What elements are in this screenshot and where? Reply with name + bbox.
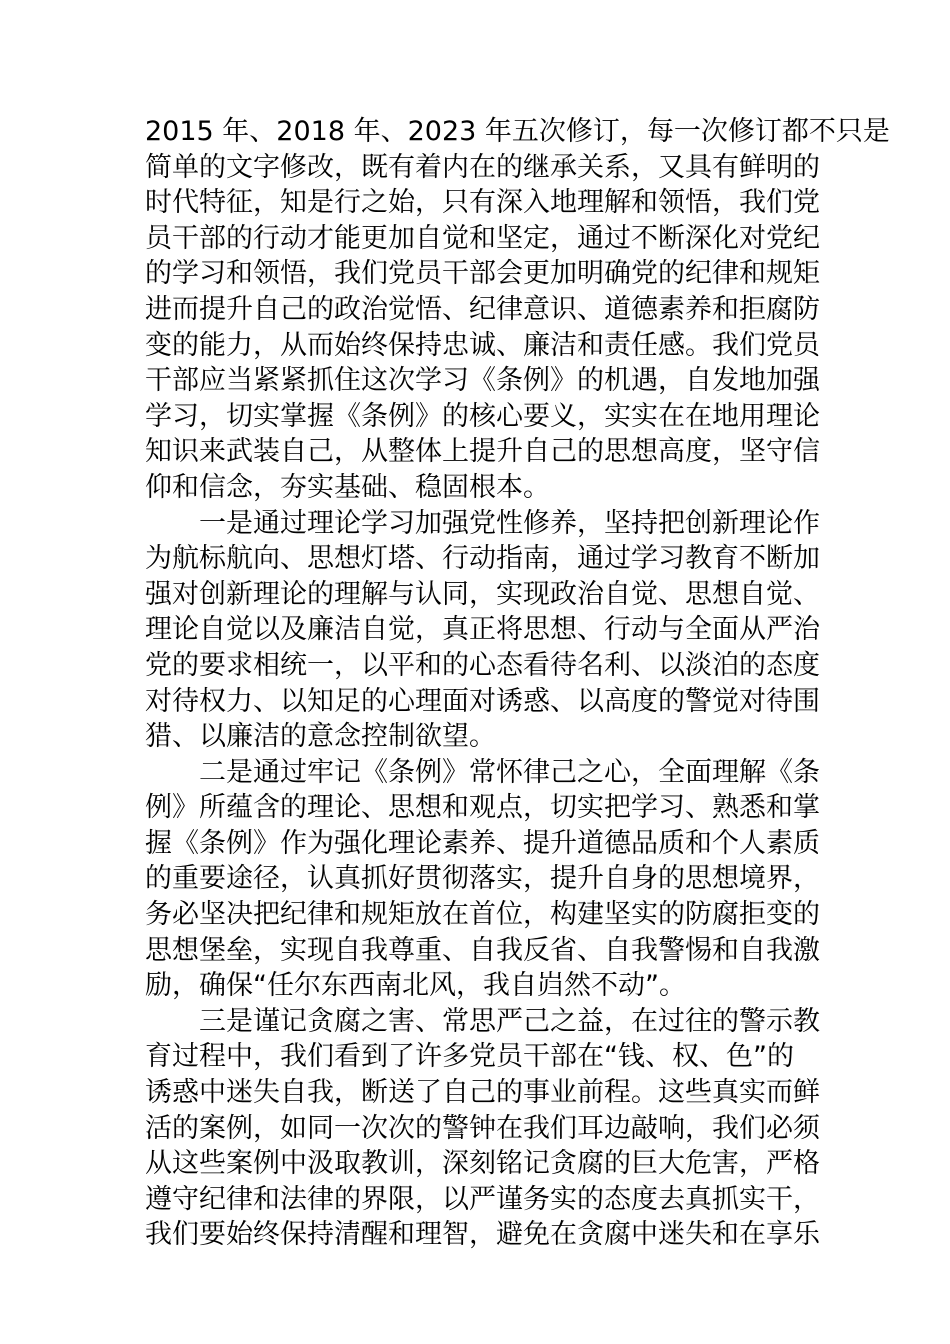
text-line: 学习，切实掌握《条例》的核心要义，实实在在地用理论 <box>145 400 820 432</box>
text-line: 仰和信念，夯实基础、稳固根本。 <box>145 471 550 503</box>
text-line: 对待权力、以知足的心理面对诱惑、以高度的警觉对待围 <box>145 685 820 717</box>
text-line: 干部应当紧紧抓住这次学习《条例》的机遇，自发地加强 <box>145 365 820 397</box>
text-line: 我们要始终保持清醒和理智，避免在贪腐中迷失和在享乐 <box>145 1219 820 1251</box>
text-line: 2015 年、2018 年、2023 年五次修订，每一次修订都不只是 <box>145 116 890 147</box>
text-line: 从这些案例中汲取教训，深刻铭记贪腐的巨大危害，严格 <box>145 1148 820 1180</box>
text-line: 为航标航向、思想灯塔、行动指南，通过学习教育不断加 <box>145 543 820 575</box>
paragraph-point-three <box>145 1004 820 1253</box>
text-line: 党的要求相统一，以平和的心态看待名利、以淡泊的态度 <box>145 649 820 681</box>
text-line: 简单的文字修改，既有着内在的继承关系，又具有鲜明的 <box>145 151 820 183</box>
text-line: 遵守纪律和法律的界限，以严谨务实的态度去真抓实干， <box>145 1183 820 1215</box>
paragraph-point-one <box>145 506 820 755</box>
paragraph-point-two <box>145 755 820 1004</box>
text-line: 诱惑中迷失自我，断送了自己的事业前程。这些真实而鲜 <box>145 1077 820 1109</box>
text-line: 一是通过理论学习加强党性修养，坚持把创新理论作 <box>199 507 820 539</box>
text-line: 三是谨记贪腐之害、常思严己之益，在过往的警示教 <box>199 1005 820 1037</box>
text-line: 知识来武装自己，从整体上提升自己的思想高度，坚守信 <box>145 436 820 468</box>
text-line: 时代特征，知是行之始，只有深入地理解和领悟，我们党 <box>145 187 820 219</box>
text-line: 握《条例》作为强化理论素养、提升道德品质和个人素质 <box>145 827 820 859</box>
text-line: 活的案例，如同一次次的警钟在我们耳边敲响，我们必须 <box>145 1112 820 1144</box>
text-line: 员干部的行动才能更加自觉和坚定，通过不断深化对党纪 <box>145 222 820 254</box>
text-line: 育过程中，我们看到了许多党员干部在“钱、权、色”的 <box>145 1041 794 1073</box>
text-line: 的重要途径，认真抓好贯彻落实，提升自身的思想境界， <box>145 863 820 895</box>
text-line: 进而提升自己的政治觉悟、纪律意识、道德素养和拒腐防 <box>145 293 820 325</box>
document-body <box>145 114 890 1253</box>
text-line: 变的能力，从而始终保持忠诚、廉洁和责任感。我们党员 <box>145 329 820 361</box>
text-line: 强对创新理论的理解与认同，实现政治自觉、思想自觉、 <box>145 578 820 610</box>
paragraph-intro <box>145 114 890 506</box>
text-line: 例》所蕴含的理论、思想和观点，切实把学习、熟悉和掌 <box>145 792 820 824</box>
text-line: 思想堡垒，实现自我尊重、自我反省、自我警惕和自我激 <box>145 934 820 966</box>
text-line: 二是通过牢记《条例》常怀律己之心，全面理解《条 <box>199 756 820 788</box>
text-line: 的学习和领悟，我们党员干部会更加明确党的纪律和规矩 <box>145 258 820 290</box>
text-line: 励，确保“任尔东西南北风，我自岿然不动”。 <box>145 970 686 1002</box>
text-line: 理论自觉以及廉洁自觉，真正将思想、行动与全面从严治 <box>145 614 820 646</box>
text-line: 务必坚决把纪律和规矩放在首位，构建坚实的防腐拒变的 <box>145 899 820 931</box>
text-line: 猎、以廉洁的意念控制欲望。 <box>145 721 496 753</box>
